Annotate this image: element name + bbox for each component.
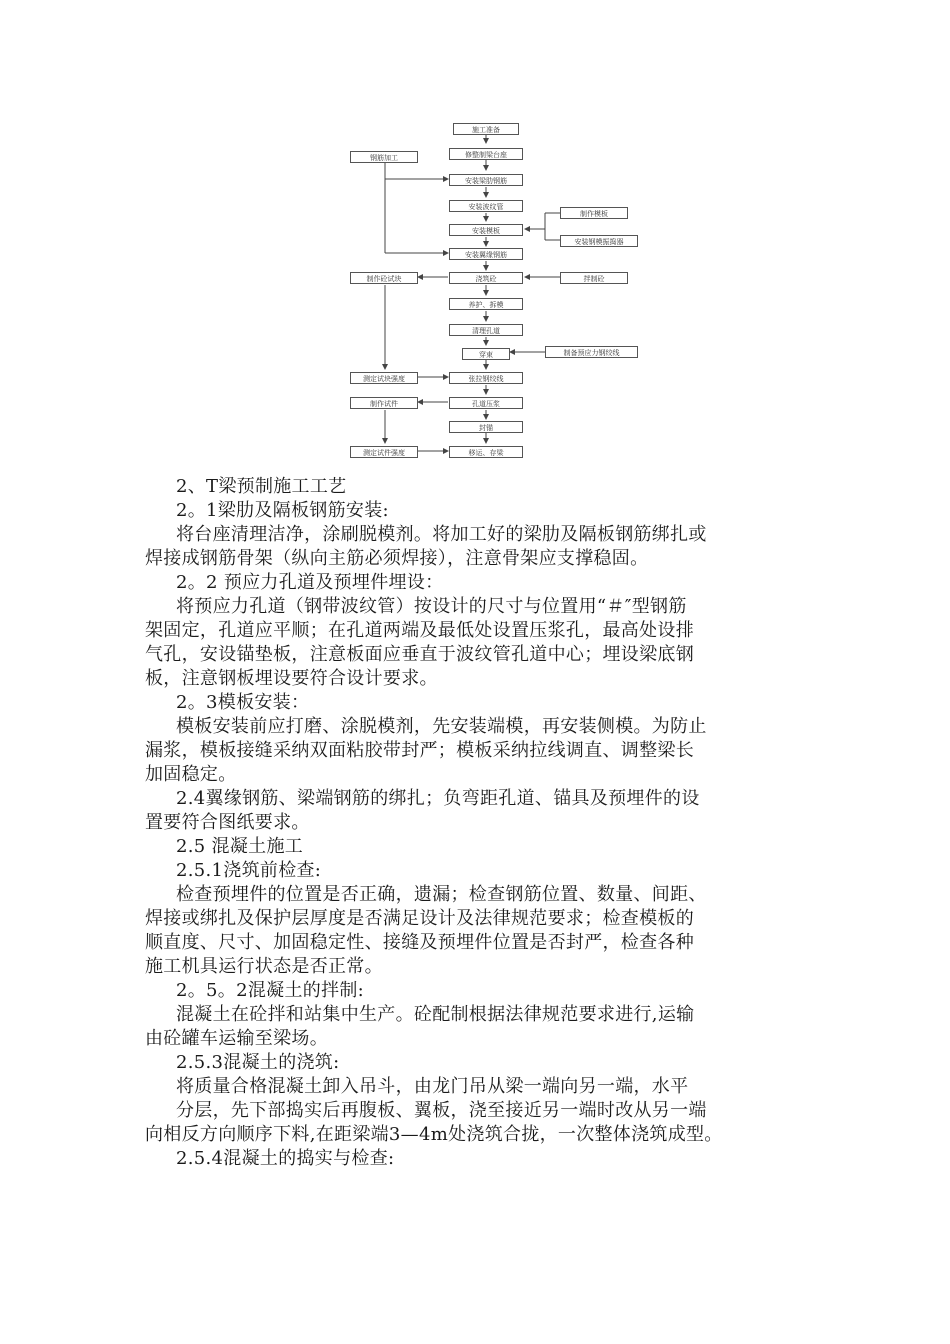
flow-side-step: 制作试件 xyxy=(350,397,418,409)
text-line: 由砼罐车运输至梁场。 xyxy=(145,1028,328,1049)
text-line: 加固稳定。 xyxy=(145,764,237,785)
flow-step: 清理孔道 xyxy=(449,324,523,336)
flow-side-step: 钢筋加工 xyxy=(350,151,418,163)
flow-step: 养护、拆模 xyxy=(449,298,523,310)
flow-side-step: 测定试块强度 xyxy=(350,372,418,384)
text-line: 混凝土在砼拌和站集中生产。砼配制根据法律规范要求进行,运输 xyxy=(176,1004,695,1025)
text-line: 2.5 混凝土施工 xyxy=(176,836,304,857)
flow-step: 移运、存梁 xyxy=(449,446,523,458)
text-line: 2.4翼缘钢筋、梁端钢筋的绑扎；负弯距孔道、锚具及预埋件的设 xyxy=(176,788,700,809)
flow-step: 浇筑砼 xyxy=(449,272,523,284)
text-line: 向相反方向顺序下料,在距梁端3—4m处浇筑合拢，一次整体浇筑成型。 xyxy=(145,1124,723,1145)
text-line: 漏浆，模板接缝采纳双面粘胶带封严；模板采纳拉线调直、调整梁长 xyxy=(145,740,694,761)
text-line: 焊接成钢筋骨架（纵向主筋必须焊接），注意骨架应支撑稳固。 xyxy=(145,548,649,569)
flow-step: 安装波纹管 xyxy=(449,200,523,212)
flow-side-step: 制备预应力钢绞线 xyxy=(545,346,638,358)
text-line: 2.5.3混凝土的浇筑: xyxy=(176,1052,340,1073)
text-line: 分层，先下部捣实后再腹板、翼板，浇至接近另一端时改从另一端 xyxy=(176,1100,707,1121)
text-line: 2.5.4混凝土的捣实与检查: xyxy=(176,1148,395,1169)
flow-step: 孔道压浆 xyxy=(449,397,523,409)
flow-step: 张拉钢绞线 xyxy=(449,372,523,384)
text-line: 置要符合图纸要求。 xyxy=(145,812,310,833)
text-line: 将台座清理洁净，涂刷脱模剂。将加工好的梁肋及隔板钢筋绑扎或 xyxy=(176,524,707,545)
text-line: 顺直度、尺寸、加固稳定性、接缝及预埋件位置是否封严，检查各种 xyxy=(145,932,694,953)
flow-step: 穿束 xyxy=(462,348,510,360)
text-line: 将预应力孔道（钢带波纹管）按设计的尺寸与位置用“＃″型钢筋 xyxy=(176,596,687,617)
flow-step: 施工准备 xyxy=(453,123,519,135)
text-line: 2。3模板安装： xyxy=(176,692,310,713)
text-line: 2。1梁肋及隔板钢筋安装: xyxy=(176,500,389,521)
flow-side-step: 测定试件强度 xyxy=(350,446,418,458)
text-line: 架固定，孔道应平顺；在孔道两端及最低处设置压浆孔，最高处设排 xyxy=(145,620,694,641)
flow-side-step: 制作砼试块 xyxy=(350,272,418,284)
text-line: 将质量合格混凝土卸入吊斗，由龙门吊从梁一端向另一端，水平 xyxy=(176,1076,689,1097)
text-line: 2.5.1浇筑前检查: xyxy=(176,860,322,881)
flow-step: 安装梁肋钢筋 xyxy=(449,174,523,186)
text-line: 焊接或绑扎及保护层厚度是否满足设计及法律规范要求；检查模板的 xyxy=(145,908,694,929)
flow-step: 安装翼缘钢筋 xyxy=(449,248,523,260)
flowchart-connectors xyxy=(340,115,640,470)
construction-flowchart xyxy=(340,115,640,470)
text-line: 施工机具运行状态是否正常。 xyxy=(145,956,383,977)
text-line: 气孔，安设锚垫板，注意板面应垂直于波纹管孔道中心；埋设梁底钢 xyxy=(145,644,694,665)
text-line: 板，注意钢板埋设要符合设计要求。 xyxy=(145,668,438,689)
text-line: 模板安装前应打磨、涂脱模剂，先安装端模，再安装侧模。为防止 xyxy=(176,716,707,737)
flow-side-step: 安装钢模振捣器 xyxy=(560,235,638,247)
text-line: 2。5。2混凝土的拌制: xyxy=(176,980,365,1001)
flow-step: 安装模板 xyxy=(449,224,523,236)
text-line: 2。2 预应力孔道及预埋件埋设： xyxy=(176,572,444,593)
document-body xyxy=(145,475,825,1171)
flow-side-step: 拌制砼 xyxy=(560,272,628,284)
text-line: 检查预埋件的位置是否正确，遗漏；检查钢筋位置、数量、间距、 xyxy=(176,884,707,905)
flow-step: 修整制梁台座 xyxy=(449,148,523,160)
flow-step: 封锚 xyxy=(449,421,523,433)
text-line: 2、T梁预制施工工艺 xyxy=(176,476,347,497)
flow-side-step: 制作模板 xyxy=(560,207,628,219)
